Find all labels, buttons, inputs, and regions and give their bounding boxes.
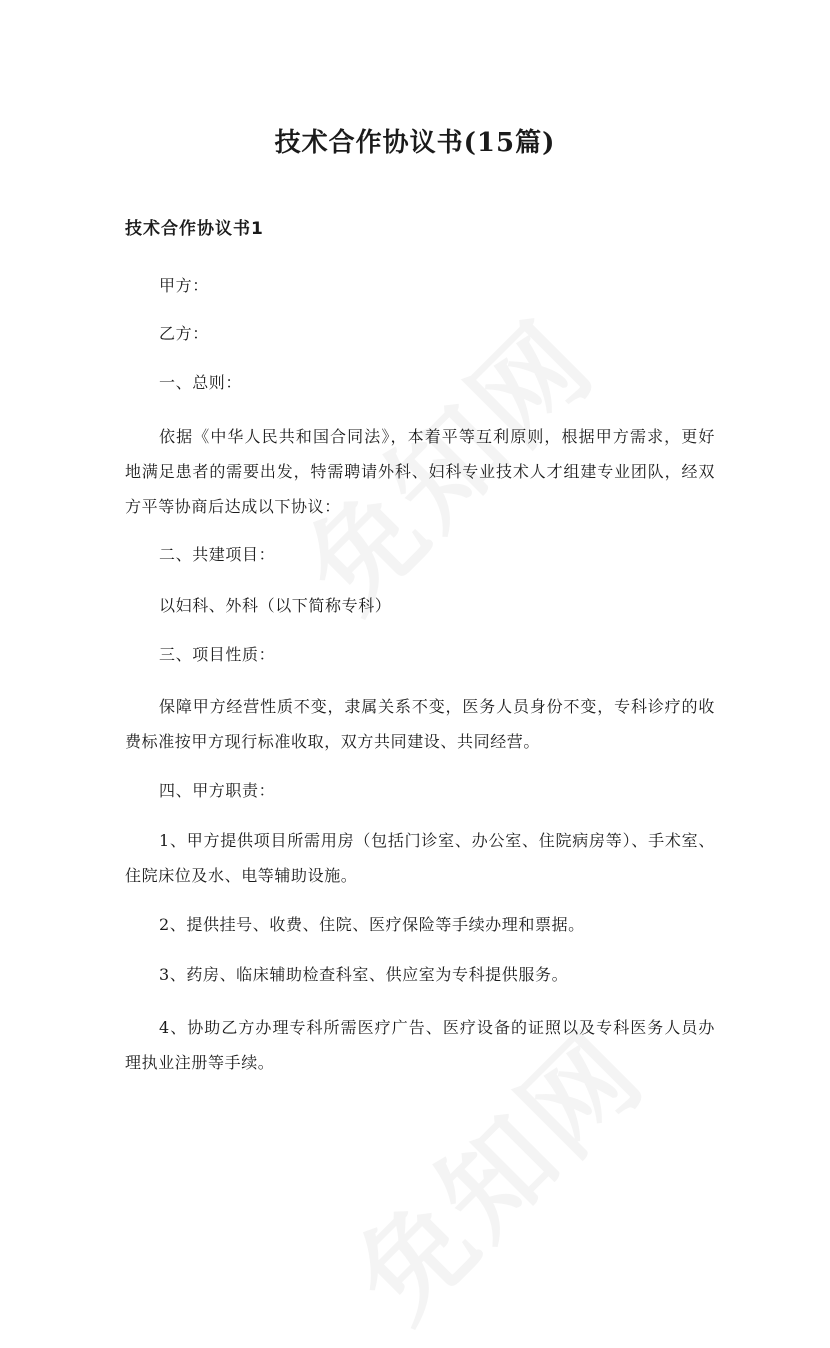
- paragraph-project-body: 以妇科、外科（以下简称专科）: [159, 596, 392, 615]
- paragraph-duty-2: 2、提供挂号、收费、住院、医疗保险等手续办理和票据。: [159, 915, 585, 934]
- paragraph-heading-project: 二、共建项目：: [159, 545, 276, 564]
- paragraph-duty-1: 1、甲方提供项目所需用房（包括门诊室、办公室、住院病房等）、手术室、住院床位及水、电等辅助设施。: [125, 831, 715, 885]
- paragraph-heading-nature: 三、项目性质：: [159, 645, 276, 664]
- paragraph-party-b: 乙方：: [159, 324, 209, 343]
- paragraph-heading-duties: 四、甲方职责：: [159, 781, 276, 800]
- paragraph-general-body: 依据《中华人民共和国合同法》，本着平等互利原则，根据甲方需求，更好地满足患者的需要出发，特需聘请外科、妇科专业技术人才组建专业团队，经双方平等协商后达成以下协议：: [125, 427, 715, 516]
- paragraph-heading-general: 一、总则：: [159, 373, 243, 392]
- paragraph-party-a: 甲方：: [159, 276, 209, 295]
- section-heading: 技术合作协议书1: [125, 219, 264, 239]
- paragraph-duty-4: 4、协助乙方办理专科所需医疗广告、医疗设备的证照以及专科医务人员办理执业注册等手续。: [125, 1018, 715, 1072]
- paragraph-nature-body: 保障甲方经营性质不变，隶属关系不变，医务人员身份不变，专科诊疗的收费标准按甲方现行标准收取，双方共同建设、共同经营。: [125, 697, 715, 751]
- paragraph-duty-3: 3、药房、临床辅助检查科室、供应室为专科提供服务。: [159, 965, 569, 984]
- document-title: 技术合作协议书(15篇): [274, 128, 556, 158]
